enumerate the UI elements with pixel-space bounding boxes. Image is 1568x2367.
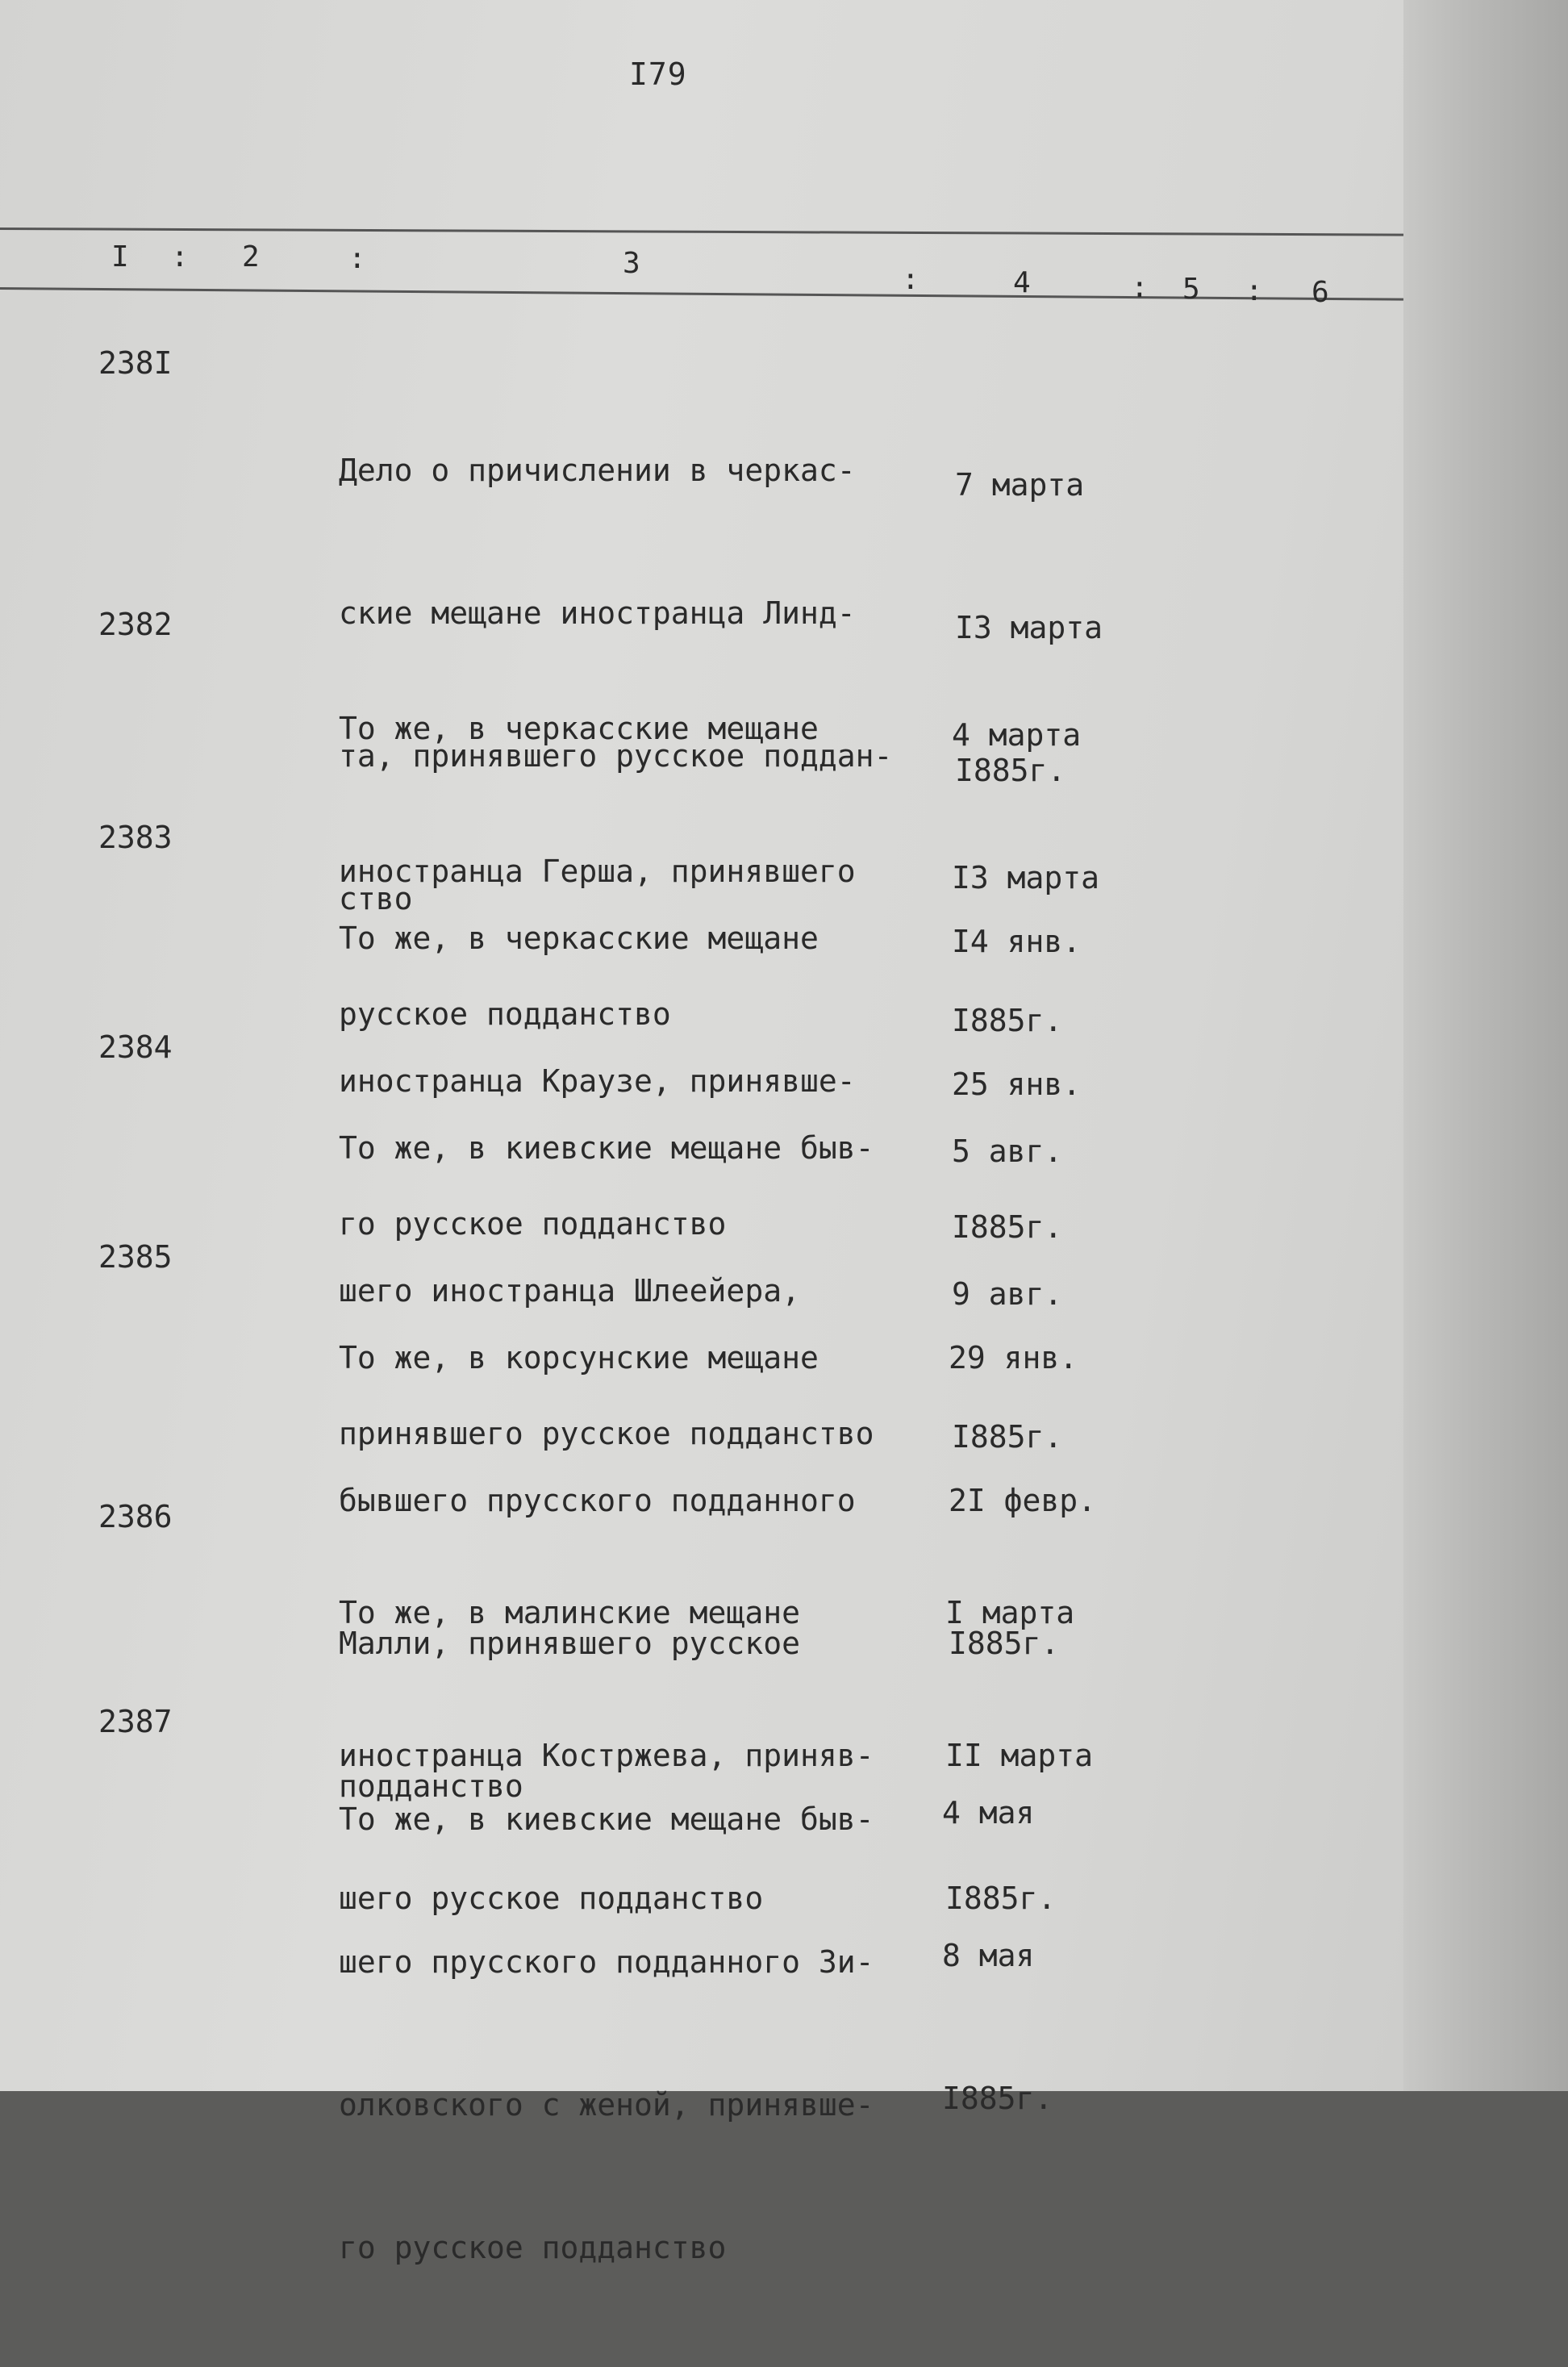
page-number: I79: [629, 56, 687, 92]
date-start: 5 авг.: [952, 1133, 1063, 1169]
entry-number: 2385: [98, 1239, 173, 1275]
date-end: I3 марта: [955, 610, 1103, 645]
description-line: То же, в корсунские мещане: [339, 1340, 819, 1376]
header-col-5: 5: [1182, 273, 1200, 306]
entry-description: [339, 1701, 936, 2367]
description-line: То же, в черкасские мещане: [339, 920, 819, 956]
description-line: шего иностранца Шлеейера,: [339, 1273, 800, 1309]
page-edge-shadow: [1403, 0, 1568, 2091]
description-line: То же, в малинские мещане: [339, 1595, 800, 1630]
date-start: 7 марта: [955, 467, 1085, 503]
description-line: иностранца Костржева, приняв-: [339, 1738, 874, 1773]
date-year: I885г.: [945, 1881, 1057, 1916]
date-end: I3 марта: [952, 860, 1100, 895]
date-year: I885г.: [949, 1626, 1060, 1661]
entry-number: 2384: [98, 1029, 173, 1065]
date-year: I885г.: [952, 1209, 1063, 1245]
description-line: подданство: [339, 1768, 523, 1804]
entry-number: 2386: [98, 1499, 173, 1534]
date-start: 29 янв.: [949, 1340, 1078, 1376]
date-start: 4 марта: [952, 717, 1082, 753]
date-year: I885г.: [952, 1003, 1063, 1038]
description-line: принявшего русское подданство: [339, 1416, 874, 1451]
date-start: I4 янв.: [952, 924, 1082, 959]
date-start: 4 мая: [942, 1795, 1035, 1831]
date-end: 25 янв.: [952, 1067, 1082, 1102]
date-end: 9 авг.: [952, 1276, 1063, 1312]
header-col-3: 3: [623, 247, 640, 280]
header-rule-top: [0, 228, 1403, 236]
header-col-1: I: [111, 240, 129, 273]
entry-dates: [942, 1694, 1128, 2218]
description-line: иностранца Краузе, принявше-: [339, 1063, 856, 1099]
entry-number: 2383: [98, 820, 173, 855]
date-end: 8 мая: [942, 1938, 1035, 1973]
date-end: II марта: [945, 1738, 1094, 1773]
header-sep: :: [902, 263, 920, 296]
header-sep: :: [1131, 271, 1149, 304]
description-line: То же, в киевские мещане быв-: [339, 1801, 874, 1837]
description-line: бывшего прусского подданного: [339, 1483, 856, 1518]
description-line: го русское подданство: [339, 2230, 727, 2265]
entry-number: 2387: [98, 1704, 173, 1739]
description-line: иностранца Герша, принявшего: [339, 854, 856, 889]
description-line: То же, в черкасские мещане: [339, 711, 819, 746]
date-year: I885г.: [942, 2081, 1053, 2116]
description-line: шего прусского подданного Зи-: [339, 1944, 874, 1980]
header-col-4: 4: [1013, 266, 1031, 299]
entry-number: 2382: [98, 607, 173, 642]
date-start: I марта: [945, 1595, 1075, 1630]
description-line: шего русское подданство: [339, 1881, 764, 1916]
description-line: Дело о причислении в черкас-: [339, 453, 856, 488]
entry-number: 238I: [98, 345, 173, 381]
header-sep: :: [348, 242, 366, 275]
header-sep: :: [1245, 274, 1263, 307]
header-col-2: 2: [242, 240, 260, 273]
description-line: То же, в киевские мещане быв-: [339, 1130, 874, 1166]
header-col-6: 6: [1312, 276, 1329, 309]
description-line: Малли, принявшего русское: [339, 1626, 800, 1661]
date-year: I885г.: [955, 753, 1066, 788]
date-end: 2I февр.: [949, 1483, 1097, 1518]
description-line: та, принявшего русское поддан-: [339, 738, 893, 774]
description-line: ские мещане иностранца Линд-: [339, 595, 856, 631]
description-line: русское подданство: [339, 996, 671, 1032]
date-year: I885г.: [952, 1419, 1063, 1455]
description-line: ство: [339, 881, 413, 916]
header-sep: :: [171, 240, 189, 273]
description-line: го русское подданство: [339, 1206, 727, 1242]
description-line: олковского с женой, принявше-: [339, 2087, 874, 2123]
